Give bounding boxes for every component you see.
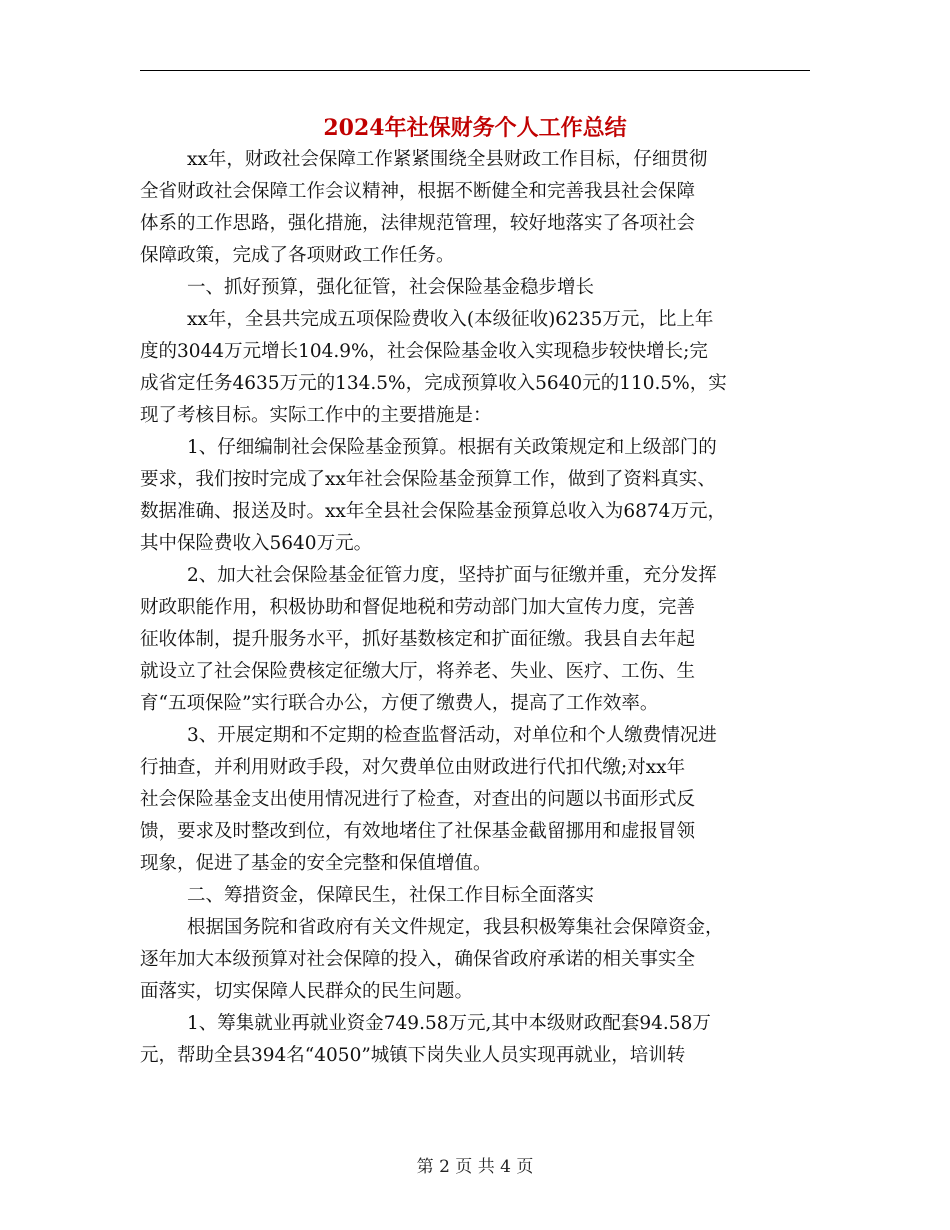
text-line: 社会保险基金支出使用情况进行了检查，对查出的问题以书面形式反 (140, 789, 696, 810)
text-line: 就设立了社会保险费核定征缴大厅，将养老、失业、医疗、工伤、生 (140, 661, 696, 682)
text-line: 征收体制，提升服务水平，抓好基数核定和扩面征缴。我县自去年起 (140, 629, 696, 650)
text-line: 保障政策，完成了各项财政工作任务。 (140, 245, 455, 266)
text-line: xx年，全县共完成五项保险费收入(本级征收)6235万元，比上年 (187, 309, 714, 330)
text-line: 根据国务院和省政府有关文件规定，我县积极筹集社会保障资金， (187, 917, 724, 938)
text-line: 1、仔细编制社会保险基金预算。根据有关政策规定和上级部门的 (187, 437, 717, 458)
text-line: 1、筹集就业再就业资金749.58万元,其中本级财政配套94.58万 (187, 1013, 711, 1034)
text-line: 财政职能作用，积极协助和督促地税和劳动部门加大宣传力度，完善 (140, 597, 696, 618)
page-footer: 第 2 页 共 4 页 (416, 1157, 534, 1177)
text-line: 育“五项保险”实行联合办公，方便了缴费人，提高了工作效率。 (140, 693, 659, 714)
text-line: 行抽查，并利用财政手段，对欠费单位由财政进行代扣代缴;对xx年 (140, 757, 686, 778)
text-line: 逐年加大本级预算对社会保障的投入，确保省政府承诺的相关事实全 (140, 949, 696, 970)
text-line: 数据准确、报送及时。xx年全县社会保险基金预算总收入为6874万元， (140, 501, 726, 522)
text-line: 全省财政社会保障工作会议精神，根据不断健全和完善我县社会保障 (140, 181, 696, 202)
text-line: 现象，促进了基金的安全完整和保值增值。 (140, 853, 492, 874)
text-line: 体系的工作思路，强化措施，法律规范管理，较好地落实了各项社会 (140, 213, 696, 234)
text-line: 现了考核目标。实际工作中的主要措施是： (140, 405, 492, 426)
text-line: xx年，财政社会保障工作紧紧围绕全县财政工作目标，仔细贯彻 (187, 149, 708, 170)
section-heading: 一、抓好预算，强化征管，社会保险基金稳步增长 (187, 277, 595, 298)
section-heading: 二、筹措资金，保障民生，社保工作目标全面落实 (187, 885, 595, 906)
header-rule (140, 70, 810, 71)
text-line: 元，帮助全县394名“4050”城镇下岗失业人员实现再就业，培训转 (140, 1045, 686, 1066)
text-line: 其中保险费收入5640万元。 (140, 533, 373, 554)
text-line: 度的3044万元增长104.9%，社会保险基金收入实现稳步较快增长;完 (140, 341, 708, 362)
text-line: 面落实，切实保障人民群众的民生问题。 (140, 981, 474, 1002)
text-line: 馈，要求及时整改到位，有效地堵住了社保基金截留挪用和虚报冒领 (140, 821, 696, 842)
text-line: 要求，我们按时完成了xx年社会保险基金预算工作，做到了资料真实、 (140, 469, 716, 490)
text-line: 2、加大社会保险基金征管力度，坚持扩面与征缴并重，充分发挥 (187, 565, 717, 586)
text-line: 成省定任务4635万元的134.5%，完成预算收入5640元的110.5%，实 (140, 373, 727, 394)
text-line: 3、开展定期和不定期的检查监督活动，对单位和个人缴费情况进 (187, 725, 717, 746)
document-title: 2024年社保财务个人工作总结 (323, 115, 627, 141)
